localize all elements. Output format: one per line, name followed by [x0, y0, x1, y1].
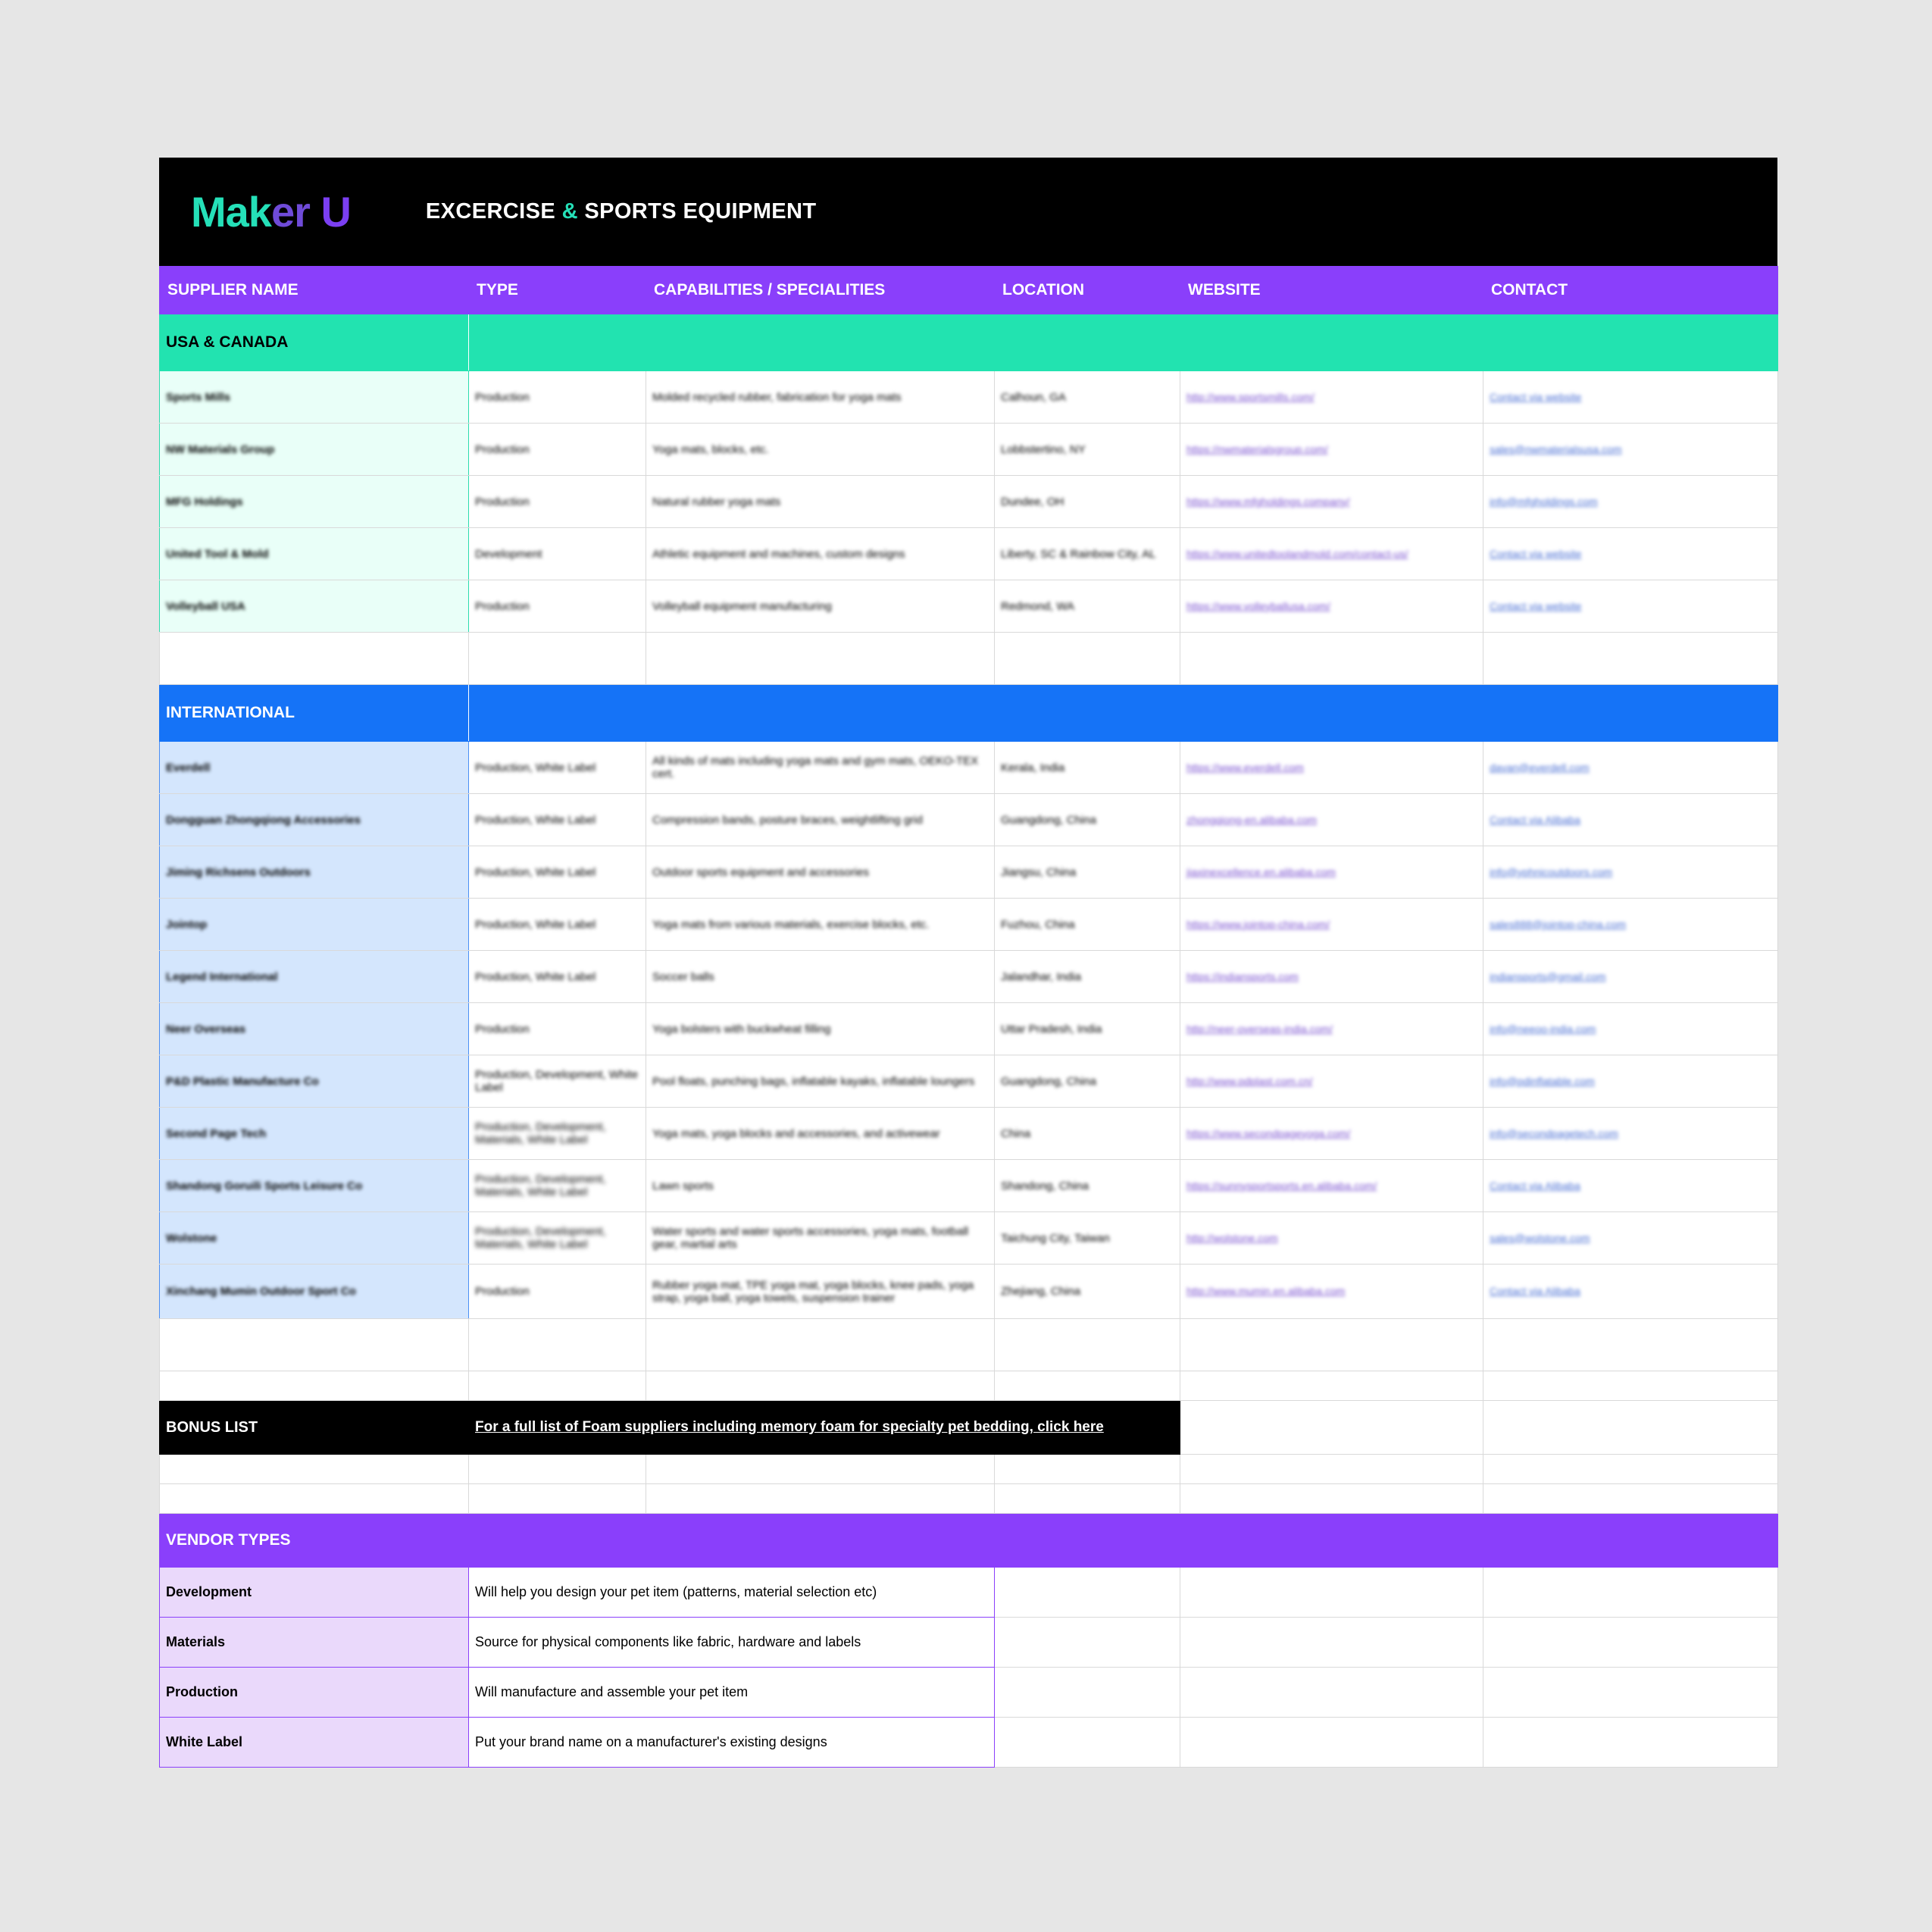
document-header — [159, 158, 1777, 266]
column-header-capabilities: CAPABILITIES / SPECIALITIES — [646, 267, 995, 314]
empty-cell — [160, 633, 469, 685]
vendor-type-row — [160, 1668, 1778, 1718]
bonus-list-link[interactable]: For a full list of Foam suppliers including memory foam for specialty pet bedding, click here — [475, 1419, 1104, 1435]
supplier-name: Second Page Tech — [160, 1108, 469, 1160]
vendor-type-description: Source for physical components like fabric, hardware and labels — [469, 1618, 995, 1668]
vendor-type-name: White Label — [160, 1718, 469, 1768]
supplier-capabilities: Athletic equipment and machines, custom designs — [646, 528, 995, 580]
supplier-website[interactable]: http://neer-overseas-india.com/ — [1180, 1003, 1483, 1055]
supplier-name: Dongguan Zhongqiong Accessories — [160, 794, 469, 846]
supplier-name: P&D Plastic Manufacture Co — [160, 1055, 469, 1108]
vendor-types-filler-2 — [646, 1514, 995, 1568]
empty-cell — [1180, 1484, 1483, 1514]
section-intl-filler-3 — [995, 685, 1180, 742]
supplier-type: Production, White Label — [469, 899, 646, 951]
table-row — [160, 1003, 1778, 1055]
vendor-types-header-row — [160, 1514, 1778, 1568]
supplier-type: Production, White Label — [469, 742, 646, 794]
empty-cell — [160, 1371, 469, 1401]
section-header-usa-canada — [160, 314, 1778, 371]
empty-cell — [1180, 1319, 1483, 1371]
table-row — [160, 1265, 1778, 1319]
empty-cell — [1483, 1371, 1778, 1401]
empty-cell — [469, 1484, 646, 1514]
table-row — [160, 580, 1778, 633]
empty-cell — [1180, 1371, 1483, 1401]
table-row — [160, 528, 1778, 580]
spreadsheet — [159, 158, 1777, 1768]
empty-cell — [1483, 1514, 1778, 1568]
supplier-website[interactable]: https://www.mfgholdings.company/ — [1180, 476, 1483, 528]
logo-text-mak: Mak — [191, 188, 271, 236]
empty-cell — [1180, 1455, 1483, 1484]
section-label-usa-canada: USA & CANADA — [160, 314, 469, 371]
supplier-location: Liberty, SC & Rainbow City, AL — [995, 528, 1180, 580]
supplier-capabilities: Yoga mats from various materials, exercise blocks, etc. — [646, 899, 995, 951]
supplier-contact[interactable]: sales@wolstone.com — [1483, 1212, 1778, 1265]
logo-text-u: U — [320, 188, 351, 236]
empty-cell — [1483, 1455, 1778, 1484]
empty-cell — [1483, 1718, 1778, 1768]
empty-cell — [995, 1371, 1180, 1401]
supplier-type: Production, Development, White Label — [469, 1055, 646, 1108]
vendor-type-row — [160, 1568, 1778, 1618]
supplier-contact[interactable]: info@mfgholdings.com — [1483, 476, 1778, 528]
empty-cell — [995, 1514, 1180, 1568]
supplier-type: Production, White Label — [469, 794, 646, 846]
empty-cell — [1180, 1514, 1483, 1568]
table-row — [160, 371, 1778, 424]
supplier-capabilities: Pool floats, punching bags, inflatable kayaks, inflatable loungers — [646, 1055, 995, 1108]
supplier-contact[interactable]: Contact via website — [1483, 371, 1778, 424]
supplier-location: Taichung City, Taiwan — [995, 1212, 1180, 1265]
empty-row — [160, 1455, 1778, 1484]
supplier-type: Production — [469, 424, 646, 476]
supplier-name: Everdell — [160, 742, 469, 794]
supplier-location: Fuzhou, China — [995, 899, 1180, 951]
empty-cell — [995, 1618, 1180, 1668]
empty-cell — [1180, 1568, 1483, 1618]
supplier-capabilities: Molded recycled rubber, fabrication for yoga mats — [646, 371, 995, 424]
supplier-type: Production, Development, Materials, White Label — [469, 1212, 646, 1265]
vendor-type-name: Development — [160, 1568, 469, 1618]
supplier-contact[interactable]: Contact via Alibaba — [1483, 1265, 1778, 1319]
supplier-website[interactable]: https://www.jointop-china.com/ — [1180, 899, 1483, 951]
supplier-location: Jiangsu, China — [995, 846, 1180, 899]
empty-cell — [1483, 1319, 1778, 1371]
page-title-part2: SPORTS EQUIPMENT — [577, 199, 817, 224]
empty-cell — [995, 1718, 1180, 1768]
vendor-type-description: Will help you design your pet item (patterns, material selection etc) — [469, 1568, 995, 1618]
vendor-types-filler-1 — [469, 1514, 646, 1568]
empty-cell — [646, 633, 995, 685]
supplier-type: Development — [469, 528, 646, 580]
section-intl-filler-4 — [1180, 685, 1483, 742]
bonus-list-link-cell[interactable] — [469, 1401, 1180, 1455]
supplier-location: Shandong, China — [995, 1160, 1180, 1212]
column-header-website: WEBSITE — [1180, 267, 1483, 314]
supplier-type: Production — [469, 1265, 646, 1319]
supplier-capabilities: Rubber yoga mat, TPE yoga mat, yoga blocks, knee pads, yoga strap, yoga ball, yoga towels, suspension trainer — [646, 1265, 995, 1319]
empty-cell — [1180, 1401, 1483, 1455]
table-row — [160, 1160, 1778, 1212]
empty-cell — [1483, 1668, 1778, 1718]
supplier-type: Production — [469, 580, 646, 633]
supplier-location: Kerala, India — [995, 742, 1180, 794]
supplier-website[interactable]: https://nwmaterialsgroup.com/ — [1180, 424, 1483, 476]
supplier-contact[interactable]: info@neeoo-india.com — [1483, 1003, 1778, 1055]
supplier-name: Jointop — [160, 899, 469, 951]
supplier-contact[interactable]: Contact via Alibaba — [1483, 1160, 1778, 1212]
empty-cell — [995, 633, 1180, 685]
supplier-table — [159, 266, 1778, 1768]
empty-cell — [1180, 633, 1483, 685]
supplier-capabilities: Outdoor sports equipment and accessories — [646, 846, 995, 899]
page-title-part1: EXCERCISE — [425, 199, 562, 224]
supplier-name: Sports Mills — [160, 371, 469, 424]
table-header-row — [160, 267, 1778, 314]
supplier-contact[interactable]: indiansports@gmail.com — [1483, 951, 1778, 1003]
supplier-website[interactable]: jiaxinexcellence.en.alibaba.com — [1180, 846, 1483, 899]
table-row — [160, 1212, 1778, 1265]
empty-cell — [995, 1568, 1180, 1618]
empty-cell — [1180, 1668, 1483, 1718]
supplier-type: Production, Development, Materials, White Label — [469, 1160, 646, 1212]
empty-cell — [1483, 633, 1778, 685]
supplier-contact[interactable]: Contact via Alibaba — [1483, 794, 1778, 846]
section-label-international: INTERNATIONAL — [160, 685, 469, 742]
section-usa-filler-5 — [1483, 314, 1778, 371]
supplier-type: Production, White Label — [469, 951, 646, 1003]
supplier-name: Wolstone — [160, 1212, 469, 1265]
supplier-name: Shandong Goruili Sports Leisure Co — [160, 1160, 469, 1212]
supplier-location: Guangdong, China — [995, 794, 1180, 846]
supplier-contact[interactable]: davan@everdell.com — [1483, 742, 1778, 794]
supplier-website[interactable]: https://www.unitedtoolandmold.com/contact-us/ — [1180, 528, 1483, 580]
bonus-list-label: BONUS LIST — [160, 1401, 469, 1455]
empty-cell — [1483, 1568, 1778, 1618]
page-title — [426, 199, 817, 224]
supplier-capabilities: Soccer balls — [646, 951, 995, 1003]
supplier-contact[interactable]: info@yphnicoutdoors.com — [1483, 846, 1778, 899]
supplier-website[interactable]: https://www.volleyballusa.com/ — [1180, 580, 1483, 633]
table-row — [160, 476, 1778, 528]
supplier-location: Redmond, WA — [995, 580, 1180, 633]
supplier-contact[interactable]: info@pdinflatable.com — [1483, 1055, 1778, 1108]
empty-cell — [1483, 1401, 1778, 1455]
supplier-type: Production — [469, 476, 646, 528]
supplier-name: Volleyball USA — [160, 580, 469, 633]
supplier-name: Xinchang Mumin Outdoor Sport Co — [160, 1265, 469, 1319]
supplier-website[interactable]: http://wolstone.com — [1180, 1212, 1483, 1265]
section-usa-filler-3 — [995, 314, 1180, 371]
column-header-supplier-name: SUPPLIER NAME — [160, 267, 469, 314]
supplier-capabilities: Lawn sports — [646, 1160, 995, 1212]
supplier-location: Calhoun, GA — [995, 371, 1180, 424]
supplier-website[interactable]: http://www.sportsmills.com/ — [1180, 371, 1483, 424]
column-header-location: LOCATION — [995, 267, 1180, 314]
section-header-international — [160, 685, 1778, 742]
supplier-capabilities: Volleyball equipment manufacturing — [646, 580, 995, 633]
section-usa-filler-4 — [1180, 314, 1483, 371]
supplier-contact[interactable]: sales888@jointop-china.com — [1483, 899, 1778, 951]
section-intl-filler-5 — [1483, 685, 1778, 742]
supplier-contact[interactable]: Contact via website — [1483, 580, 1778, 633]
empty-row — [160, 633, 1778, 685]
supplier-type: Production — [469, 371, 646, 424]
table-row — [160, 742, 1778, 794]
supplier-website[interactable]: http://www.pdplast.com.cn/ — [1180, 1055, 1483, 1108]
supplier-name: NW Materials Group — [160, 424, 469, 476]
empty-cell — [469, 633, 646, 685]
table-row — [160, 951, 1778, 1003]
supplier-location: Jalandhar, India — [995, 951, 1180, 1003]
empty-cell — [469, 1319, 646, 1371]
maker-u-logo — [191, 187, 351, 236]
supplier-capabilities: Yoga bolsters with buckwheat filling — [646, 1003, 995, 1055]
vendor-type-name: Production — [160, 1668, 469, 1718]
empty-cell — [646, 1484, 995, 1514]
section-usa-filler-2 — [646, 314, 995, 371]
page-title-ampersand: & — [561, 199, 578, 224]
empty-cell — [995, 1668, 1180, 1718]
supplier-capabilities: Yoga mats, yoga blocks and accessories, and activewear — [646, 1108, 995, 1160]
supplier-website[interactable]: https://sunnysportsports.en.alibaba.com/ — [1180, 1160, 1483, 1212]
column-header-type: TYPE — [469, 267, 646, 314]
supplier-location: Guangdong, China — [995, 1055, 1180, 1108]
empty-cell — [1483, 1484, 1778, 1514]
vendor-type-description: Put your brand name on a manufacturer's existing designs — [469, 1718, 995, 1768]
vendor-type-row — [160, 1618, 1778, 1668]
logo-text-er: er — [270, 188, 310, 236]
supplier-type: Production — [469, 1003, 646, 1055]
empty-row — [160, 1484, 1778, 1514]
section-intl-filler-2 — [646, 685, 995, 742]
vendor-type-row — [160, 1718, 1778, 1768]
supplier-location: Zhejiang, China — [995, 1265, 1180, 1319]
vendor-types-heading: VENDOR TYPES — [160, 1514, 469, 1568]
empty-cell — [1180, 1618, 1483, 1668]
supplier-type: Production, White Label — [469, 846, 646, 899]
supplier-capabilities: Yoga mats, blocks, etc. — [646, 424, 995, 476]
supplier-capabilities: All kinds of mats including yoga mats and gym mats, OEKO-TEX cert. — [646, 742, 995, 794]
empty-row — [160, 1319, 1778, 1371]
table-row — [160, 846, 1778, 899]
supplier-location: Lobbstertino, NY — [995, 424, 1180, 476]
table-row — [160, 794, 1778, 846]
supplier-name: Neer Overseas — [160, 1003, 469, 1055]
section-intl-filler-1 — [469, 685, 646, 742]
column-header-contact: CONTACT — [1483, 267, 1778, 314]
empty-cell — [1180, 1718, 1483, 1768]
vendor-type-description: Will manufacture and assemble your pet item — [469, 1668, 995, 1718]
empty-cell — [1483, 1618, 1778, 1668]
supplier-name: United Tool & Mold — [160, 528, 469, 580]
supplier-location: China — [995, 1108, 1180, 1160]
empty-cell — [469, 1455, 646, 1484]
empty-cell — [995, 1455, 1180, 1484]
table-row — [160, 1055, 1778, 1108]
table-row — [160, 899, 1778, 951]
supplier-type: Production, Development, Materials, White Label — [469, 1108, 646, 1160]
empty-cell — [646, 1371, 995, 1401]
vendor-type-name: Materials — [160, 1618, 469, 1668]
supplier-location: Uttar Pradesh, India — [995, 1003, 1180, 1055]
bonus-list-row — [160, 1401, 1778, 1455]
empty-cell — [160, 1319, 469, 1371]
supplier-contact[interactable]: info@secondpagetech.com — [1483, 1108, 1778, 1160]
supplier-contact[interactable]: sales@nwmaterialsusa.com — [1483, 424, 1778, 476]
empty-cell — [646, 1455, 995, 1484]
supplier-capabilities: Natural rubber yoga mats — [646, 476, 995, 528]
supplier-website[interactable]: https://indiansports.com — [1180, 951, 1483, 1003]
supplier-name: Legend International — [160, 951, 469, 1003]
supplier-website[interactable]: https://www.everdell.com — [1180, 742, 1483, 794]
empty-cell — [995, 1484, 1180, 1514]
supplier-capabilities: Water sports and water sports accessories, yoga mats, football gear, martial arts — [646, 1212, 995, 1265]
supplier-website[interactable]: zhongqiong-en.alibaba.com — [1180, 794, 1483, 846]
empty-cell — [995, 1319, 1180, 1371]
supplier-capabilities: Compression bands, posture braces, weightlifting grid — [646, 794, 995, 846]
supplier-website[interactable]: https://www.secondpageyoga.com/ — [1180, 1108, 1483, 1160]
empty-cell — [469, 1371, 646, 1401]
supplier-website[interactable]: http://www.mumin.en.alibaba.com — [1180, 1265, 1483, 1319]
empty-cell — [160, 1455, 469, 1484]
supplier-contact[interactable]: Contact via website — [1483, 528, 1778, 580]
supplier-name: Jiming Richsens Outdoors — [160, 846, 469, 899]
empty-row — [160, 1371, 1778, 1401]
empty-cell — [646, 1319, 995, 1371]
empty-cell — [160, 1484, 469, 1514]
section-usa-filler-1 — [469, 314, 646, 371]
supplier-location: Dundee, OH — [995, 476, 1180, 528]
table-row — [160, 1108, 1778, 1160]
supplier-name: MFG Holdings — [160, 476, 469, 528]
table-row — [160, 424, 1778, 476]
